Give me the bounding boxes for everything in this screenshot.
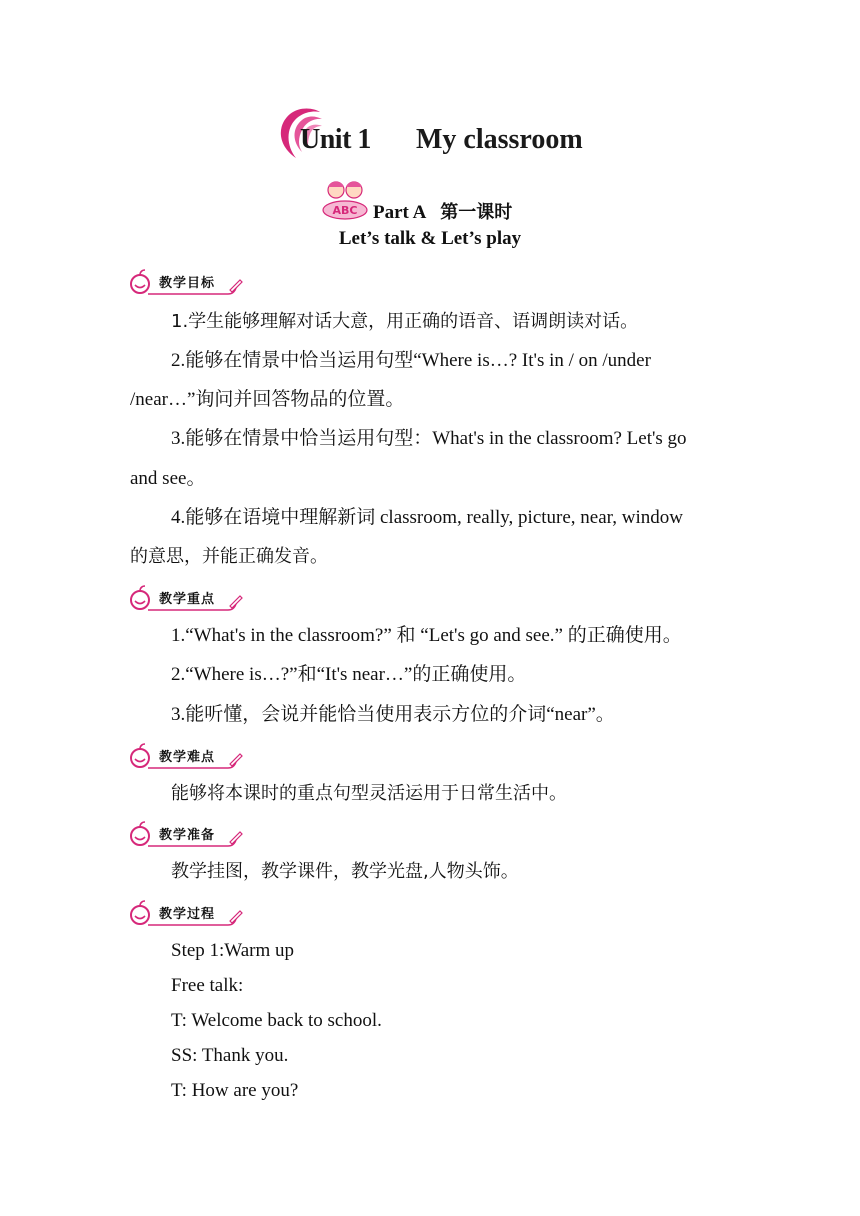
lesson-name: 第一课时 (440, 202, 513, 223)
process-line-teacher-2: T: How are you? (171, 1080, 299, 1101)
difficulty-item: 能够将本课时的重点句型灵活运用于日常生活中。 (171, 783, 567, 804)
process-line-teacher-1: T: Welcome back to school. (171, 1010, 382, 1031)
goal-item-3: 3.能够在情景中恰当运用句型：What's in the classroom? Let's go (171, 428, 687, 449)
goal-item-1: 1.学生能够理解对话大意，用正确的语音、语调朗读对话。 (171, 311, 639, 332)
svg-text:ABC: ABC (332, 204, 358, 217)
section-label: 教学目标 (159, 276, 216, 291)
goal-item-4: 4.能够在语境中理解新词 classroom, really, picture, near, window (171, 507, 683, 528)
lesson-subtitle (0, 228, 860, 250)
key-point-1: 1.“What's in the classroom?” 和 “Let's go and see.” 的正确使用。 (171, 625, 682, 646)
part-name: Part A (373, 202, 427, 223)
preparation-item: 教学挂图，教学课件，教学光盘,人物头饰。 (171, 861, 519, 882)
process-free-talk: Free talk: (171, 975, 244, 996)
goal-item-2: 2.能够在情景中恰当运用句型“Where is…? It's in / on /under (171, 350, 651, 371)
key-point-3: 3.能听懂，会说并能恰当使用表示方位的介词“near”。 (171, 704, 615, 725)
section-label: 教学重点 (159, 592, 216, 607)
section-label: 教学过程 (159, 907, 216, 922)
goal-item-2-cont: /near…”询问并回答物品的位置。 (130, 389, 405, 410)
unit-number: Unit 1 (300, 124, 371, 155)
lesson-subtitle-text: Let’s talk & Let’s play (338, 228, 522, 249)
key-point-2: 2.“Where is…?”和“It's near…”的正确使用。 (171, 664, 527, 685)
unit-title (270, 98, 610, 168)
goal-item-4-cont: 的意思，并能正确发音。 (130, 546, 328, 567)
kids-abc-icon (320, 178, 372, 220)
section-label: 教学准备 (159, 828, 216, 843)
process-step-1: Step 1:Warm up (171, 940, 295, 961)
process-line-students-1: SS: Thank you. (171, 1045, 289, 1066)
unit-name: My classroom (416, 124, 583, 155)
part-label (373, 198, 512, 224)
goal-item-3-cont: and see。 (130, 468, 206, 489)
section-label: 教学难点 (159, 750, 216, 765)
